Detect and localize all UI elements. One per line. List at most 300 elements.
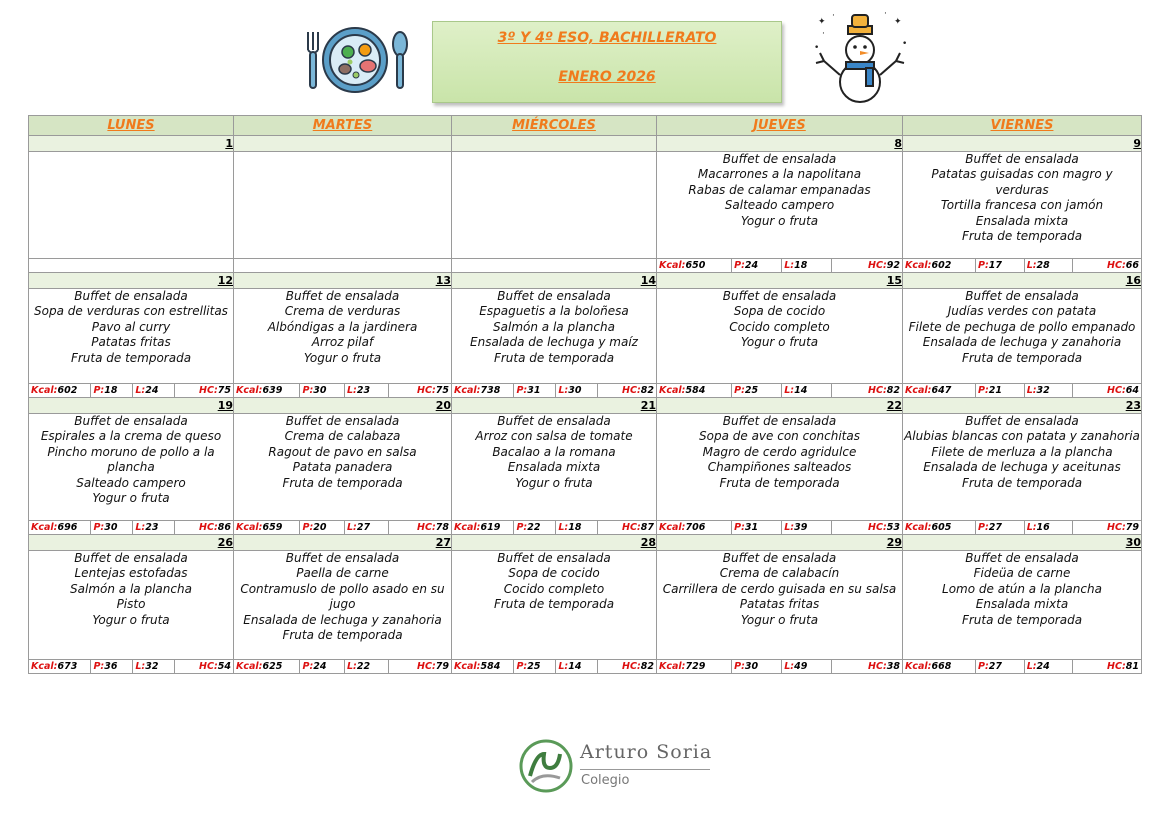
nutrient-value: 92	[886, 259, 900, 271]
menu-dish: Ensalada mixta	[975, 213, 1069, 228]
svg-text:·: ·	[832, 11, 835, 21]
nutrient-label: Kcal:	[454, 521, 481, 533]
nutrient-label: L:	[1026, 660, 1037, 672]
nutrient-p	[91, 660, 133, 673]
nutrient-p	[91, 521, 133, 534]
menu-dish: Sopa de cocido	[508, 566, 600, 581]
menu-dish: Ensalada de lechuga y aceitunas	[923, 460, 1121, 475]
nutrient-p	[975, 384, 1024, 397]
nutrient-hc	[389, 521, 451, 534]
nutrition-row	[29, 521, 1142, 535]
nutrient-value: 584	[685, 384, 706, 396]
nutrient-label: L:	[784, 384, 795, 396]
nutrient-p	[732, 384, 782, 397]
nutrient-p	[732, 521, 782, 534]
menu-dish: Buffet de ensalada	[965, 414, 1079, 428]
menu-dish: Fruta de temporada	[719, 475, 840, 490]
nutrient-label: Kcal:	[454, 384, 481, 396]
nutrient-p	[975, 521, 1024, 534]
nutrient-value: 625	[262, 660, 283, 672]
day-number: 16	[903, 273, 1142, 289]
menu-cell	[29, 152, 234, 259]
nutrient-label: P:	[516, 660, 528, 672]
nutrient-label: P:	[302, 521, 314, 533]
menu-cell	[657, 414, 903, 521]
menu-dish: Paella de carne	[296, 566, 389, 581]
nutrient-label: Kcal:	[905, 384, 932, 396]
menu-cell	[452, 414, 657, 521]
nutrient-label: L:	[558, 384, 569, 396]
nutrition-cell	[234, 521, 452, 535]
nutrient-label: HC:	[622, 660, 641, 672]
nutrition-cell	[452, 660, 657, 674]
nutrient-value: 30	[104, 521, 118, 533]
snowman-icon	[810, 10, 910, 105]
nutrient-label: L:	[135, 384, 146, 396]
nutrition-cell	[29, 259, 234, 273]
nutrient-label: L:	[1026, 259, 1037, 271]
nutrient-label: P:	[977, 521, 989, 533]
svg-text:·: ·	[822, 29, 825, 39]
nutrient-kcal	[657, 384, 732, 397]
plate-cutlery-icon	[300, 22, 410, 94]
nutrient-value: 36	[104, 660, 118, 672]
nutrition-row	[29, 259, 1142, 273]
nutrition-cell	[657, 259, 903, 273]
menu-dish: Fruta de temporada	[282, 628, 403, 643]
nutrient-label: HC:	[417, 384, 436, 396]
nutrient-l	[782, 259, 832, 272]
nutrient-l	[1024, 660, 1073, 673]
menu-dish: Salteado campero	[724, 198, 835, 213]
menu-cell	[29, 289, 234, 384]
nutrient-label: HC:	[868, 660, 887, 672]
nutrient-p	[514, 384, 556, 397]
nutrient-value: 81	[1125, 660, 1139, 672]
nutrition-row	[29, 384, 1142, 398]
menu-dish: Buffet de ensalada	[497, 551, 611, 565]
nutrient-value: 78	[435, 521, 449, 533]
nutrition-cell	[234, 660, 452, 674]
nutrient-label: L:	[784, 521, 795, 533]
day-header-friday: VIERNES	[903, 116, 1142, 136]
day-number: 22	[657, 398, 903, 414]
nutrient-value: 584	[480, 660, 501, 672]
nutrient-p	[514, 521, 556, 534]
nutrition-cell	[452, 521, 657, 535]
nutrient-l	[1024, 259, 1073, 272]
nutrient-label: HC:	[199, 384, 218, 396]
nutrient-value: 27	[988, 521, 1002, 533]
nutrient-l	[782, 384, 832, 397]
nutrient-value: 25	[527, 660, 541, 672]
menu-dish: Arroz pilaf	[311, 335, 374, 350]
nutrient-label: P:	[977, 384, 989, 396]
menu-dish: Buffet de ensalada	[74, 289, 188, 303]
nutrient-value: 696	[57, 521, 78, 533]
menu-dish: Contramuslo de pollo asado en su jugo	[240, 581, 445, 612]
nutrient-label: P:	[516, 384, 528, 396]
nutrient-value: 53	[886, 521, 900, 533]
nutrient-value: 24	[1036, 660, 1050, 672]
nutrient-hc	[598, 521, 656, 534]
day-number: 27	[234, 535, 452, 551]
nutrient-l	[556, 660, 598, 673]
menu-dish: Espaguetis a la boloñesa	[479, 304, 629, 319]
nutrient-value: 31	[744, 521, 759, 533]
svg-text:✦: ✦	[818, 17, 826, 27]
nutrient-value: 82	[640, 660, 654, 672]
day-number: 9	[903, 136, 1142, 152]
nutrient-kcal	[903, 660, 975, 673]
nutrient-l	[344, 384, 389, 397]
day-number: 28	[452, 535, 657, 551]
nutrient-label: HC:	[622, 384, 641, 396]
menu-cell	[657, 289, 903, 384]
menu-cell	[452, 152, 657, 259]
svg-text:✦: ✦	[894, 17, 902, 27]
nutrient-value: 23	[356, 384, 371, 396]
nutrient-value: 64	[1125, 384, 1139, 396]
nutrient-label: HC:	[199, 521, 218, 533]
nutrient-value: 87	[640, 521, 654, 533]
menu-cell	[657, 152, 903, 259]
nutrient-value: 22	[527, 521, 541, 533]
nutrient-hc	[175, 384, 233, 397]
menu-dish: Ensalada mixta	[507, 460, 601, 475]
day-number: 30	[903, 535, 1142, 551]
menu-dish: Buffet de ensalada	[497, 289, 611, 303]
nutrient-p	[732, 660, 782, 673]
nutrient-kcal	[903, 259, 975, 272]
nutrient-label: L:	[135, 521, 146, 533]
nutrient-label: Kcal:	[905, 660, 932, 672]
nutrient-label: HC:	[1107, 384, 1126, 396]
nutrient-kcal	[29, 660, 91, 673]
menu-dish: Fruta de temporada	[961, 229, 1083, 244]
nutrient-value: 21	[988, 384, 1002, 396]
nutrient-l	[344, 660, 389, 673]
nutrient-p	[975, 660, 1024, 673]
menu-dish: Patatas guisadas con magro y verduras	[931, 167, 1113, 197]
nutrient-p	[514, 660, 556, 673]
nutrient-value: 30	[744, 660, 759, 672]
nutrient-hc	[598, 660, 656, 673]
menu-cell	[903, 289, 1142, 384]
nutrient-label: P:	[734, 259, 745, 271]
day-number	[452, 136, 657, 152]
nutrient-p	[300, 384, 345, 397]
nutrient-value: 28	[1036, 259, 1050, 271]
nutrient-kcal	[452, 660, 514, 673]
nutrient-value: 32	[1036, 384, 1050, 396]
menu-dish: Crema de calabacín	[719, 566, 840, 581]
day-header-tuesday: MARTES	[234, 116, 452, 136]
menu-dish: Carrillera de cerdo guisada en su salsa	[662, 581, 897, 596]
menu-dish: Fruta de temporada	[493, 350, 615, 365]
nutrient-value: 14	[568, 660, 582, 672]
menu-dish: Champiñones salteados	[707, 460, 852, 475]
menu-cell	[452, 289, 657, 384]
day-number: 8	[657, 136, 903, 152]
day-number-row	[29, 535, 1142, 551]
nutrient-kcal	[657, 259, 732, 272]
nutrition-cell	[234, 259, 452, 273]
nutrient-value: 79	[435, 660, 449, 672]
nutrient-label: P:	[302, 384, 314, 396]
nutrient-label: P:	[93, 521, 105, 533]
menu-dish: Bacalao a la romana	[492, 444, 616, 459]
day-number: 1	[29, 136, 234, 152]
title-line-2: ENERO 2026	[558, 69, 656, 85]
nutrient-label: L:	[135, 660, 146, 672]
menu-dish: Patata panadera	[292, 460, 393, 475]
nutrient-p	[91, 384, 133, 397]
nutrient-l	[556, 384, 598, 397]
nutrient-l	[556, 521, 598, 534]
nutrient-label: P:	[734, 660, 745, 672]
nutrient-value: 14	[794, 384, 808, 396]
nutrient-label: HC:	[622, 521, 641, 533]
menu-dish: Buffet de ensalada	[722, 289, 837, 303]
nutrient-value: 659	[262, 521, 283, 533]
nutrient-value: 602	[57, 384, 78, 396]
school-logo	[518, 738, 718, 798]
title-line-1: 3º Y 4º ESO, BACHILLERATO	[497, 30, 717, 46]
nutrient-value: 66	[1125, 259, 1139, 271]
logo-divider	[580, 769, 710, 770]
menu-dish: Alubias blancas con patata y zanahoria	[904, 429, 1140, 444]
day-number-row	[29, 136, 1142, 152]
nutrient-label: HC:	[1107, 660, 1126, 672]
nutrient-label: P:	[516, 521, 528, 533]
nutrient-l	[1024, 384, 1073, 397]
nutrient-label: P:	[93, 660, 105, 672]
menu-cell	[903, 551, 1142, 660]
nutrient-hc	[832, 384, 902, 397]
nutrient-value: 27	[356, 521, 371, 533]
nutrient-hc	[832, 259, 902, 272]
menu-dish: Magro de cerdo agridulce	[702, 444, 857, 459]
menu-dish: Pavo al curry	[91, 319, 171, 334]
menu-dish: Fruta de temporada	[961, 612, 1083, 627]
nutrient-value: 22	[356, 660, 371, 672]
nutrition-cell	[234, 384, 452, 398]
nutrient-label: P:	[302, 660, 314, 672]
nutrient-label: HC:	[1107, 521, 1126, 533]
nutrient-hc	[175, 660, 233, 673]
nutrient-value: 30	[313, 384, 327, 396]
nutrient-label: HC:	[868, 259, 887, 271]
nutrition-cell	[903, 259, 1142, 273]
menu-dish: Pincho moruno de pollo a la plancha	[47, 444, 215, 475]
day-header-wednesday: MIÉRCOLES	[452, 116, 657, 136]
nutrient-l	[782, 521, 832, 534]
menu-dish: Yogur o fruta	[515, 475, 593, 490]
nutrient-label: P:	[734, 521, 745, 533]
menu-row	[29, 152, 1142, 259]
nutrient-label: L:	[346, 521, 357, 533]
nutrient-value: 75	[435, 384, 449, 396]
menu-dish: Patatas fritas	[739, 597, 820, 612]
nutrient-value: 16	[1036, 521, 1050, 533]
nutrient-hc	[389, 384, 451, 397]
menu-dish: Patatas fritas	[91, 335, 171, 350]
nutrient-kcal	[29, 521, 91, 534]
nutrient-value: 86	[217, 521, 231, 533]
day-number-row	[29, 273, 1142, 289]
school-logo-icon	[518, 738, 574, 794]
nutrient-label: L:	[784, 660, 795, 672]
menu-dish: Buffet de ensalada	[497, 414, 611, 428]
nutrient-l	[133, 521, 175, 534]
menu-dish: Espirales a la crema de queso	[40, 429, 222, 444]
nutrient-value: 82	[886, 384, 900, 396]
day-number: 12	[29, 273, 234, 289]
menu-dish: Yogur o fruta	[740, 213, 819, 228]
menu-dish: Buffet de ensalada	[285, 414, 400, 428]
menu-cell	[903, 152, 1142, 259]
nutrient-value: 650	[685, 259, 706, 271]
nutrient-value: 706	[685, 521, 706, 533]
day-header-thursday: JUEVES	[657, 116, 903, 136]
nutrition-cell	[452, 384, 657, 398]
day-number: 21	[452, 398, 657, 414]
nutrient-kcal	[234, 521, 300, 534]
menu-dish: Crema de verduras	[284, 304, 401, 319]
menu-dish: Fruta de temporada	[493, 597, 615, 612]
nutrient-p	[975, 259, 1024, 272]
nutrient-p	[300, 660, 345, 673]
nutrient-value: 619	[480, 521, 501, 533]
nutrient-l	[1024, 521, 1073, 534]
nutrition-cell	[29, 521, 234, 535]
nutrient-label: HC:	[417, 660, 436, 672]
nutrient-label: Kcal:	[236, 660, 263, 672]
nutrient-value: 27	[988, 660, 1002, 672]
nutrient-label: HC:	[199, 660, 218, 672]
menu-dish: Buffet de ensalada	[74, 414, 188, 428]
nutrition-cell	[29, 660, 234, 674]
menu-dish: Tortilla francesa con jamón	[940, 198, 1104, 213]
menu-dish: Fruta de temporada	[961, 350, 1083, 365]
menu-row	[29, 289, 1142, 384]
menu-dish: Judías verdes con patata	[947, 304, 1097, 319]
menu-dish: Ensalada de lechuga y zanahoria	[243, 612, 442, 627]
nutrition-cell	[903, 384, 1142, 398]
menu-dish: Salmón a la plancha	[70, 581, 192, 596]
menu-dish: Crema de calabaza	[284, 429, 401, 444]
nutrient-value: 49	[794, 660, 808, 672]
nutrient-p	[732, 259, 782, 272]
svg-text:•: •	[902, 39, 908, 49]
menu-dish: Buffet de ensalada	[722, 152, 837, 166]
nutrient-label: L:	[346, 660, 357, 672]
nutrition-cell	[452, 259, 657, 273]
nutrient-label: HC:	[417, 521, 436, 533]
nutrient-label: L:	[558, 660, 569, 672]
nutrient-value: 79	[1125, 521, 1139, 533]
title-box	[432, 21, 782, 103]
menu-cell	[29, 414, 234, 521]
menu-dish: Yogur o fruta	[92, 612, 170, 627]
day-number: 20	[234, 398, 452, 414]
svg-text:•: •	[814, 43, 820, 53]
menu-dish: Buffet de ensalada	[285, 289, 400, 303]
nutrient-label: Kcal:	[659, 660, 686, 672]
day-header-row	[29, 116, 1142, 136]
menu-dish: Ragout de pavo en salsa	[268, 444, 417, 459]
nutrient-label: P:	[977, 660, 989, 672]
menu-cell	[234, 289, 452, 384]
nutrient-value: 17	[988, 259, 1002, 271]
nutrient-value: 32	[145, 660, 159, 672]
nutrient-label: L:	[784, 259, 795, 271]
menu-dish: Sopa de verduras con estrellitas	[34, 304, 228, 319]
menu-dish: Fruta de temporada	[282, 475, 403, 490]
day-number: 15	[657, 273, 903, 289]
nutrient-label: P:	[977, 259, 989, 271]
day-number-row	[29, 398, 1142, 414]
menu-cell	[234, 152, 452, 259]
menu-dish: Arroz con salsa de tomate	[475, 429, 633, 444]
nutrient-label: L:	[346, 384, 357, 396]
menu-dish: Buffet de ensalada	[965, 152, 1079, 166]
menu-dish: Sopa de cocido	[733, 304, 826, 319]
menu-row	[29, 414, 1142, 521]
nutrition-cell	[29, 384, 234, 398]
nutrient-label: Kcal:	[659, 384, 686, 396]
menu-dish: Ensalada de lechuga y maíz	[470, 335, 638, 350]
nutrient-label: HC:	[1107, 259, 1126, 271]
menu-cell	[452, 551, 657, 660]
menu-dish: Yogur o fruta	[92, 491, 170, 506]
day-header-monday: LUNES	[29, 116, 234, 136]
nutrient-hc	[1073, 660, 1141, 673]
nutrient-label: HC:	[868, 384, 887, 396]
menu-dish: Fruta de temporada	[961, 475, 1083, 490]
nutrient-l	[133, 384, 175, 397]
menu-dish: Buffet de ensalada	[722, 551, 837, 565]
menu-cell	[903, 414, 1142, 521]
menu-dish: Albóndigas a la jardinera	[267, 319, 418, 334]
day-number: 14	[452, 273, 657, 289]
menu-dish: Filete de merluza a la plancha	[931, 444, 1113, 459]
menu-dish: Yogur o fruta	[303, 350, 382, 365]
day-number	[234, 136, 452, 152]
menu-row	[29, 551, 1142, 660]
nutrition-cell	[657, 660, 903, 674]
nutrient-value: 729	[685, 660, 706, 672]
nutrient-value: 54	[217, 660, 231, 672]
nutrient-l	[133, 660, 175, 673]
nutrient-hc	[389, 660, 451, 673]
nutrient-label: P:	[734, 384, 745, 396]
nutrient-value: 38	[886, 660, 900, 672]
nutrient-value: 18	[568, 521, 582, 533]
nutrient-value: 605	[931, 521, 952, 533]
nutrient-kcal	[903, 384, 975, 397]
nutrient-label: L:	[1026, 384, 1037, 396]
menu-cell	[29, 551, 234, 660]
nutrient-p	[300, 521, 345, 534]
menu-dish: Rabas de calamar empanadas	[688, 182, 871, 197]
menu-dish: Buffet de ensalada	[722, 414, 837, 428]
nutrient-kcal	[452, 521, 514, 534]
nutrient-label: HC:	[868, 521, 887, 533]
nutrient-kcal	[29, 384, 91, 397]
nutrient-hc	[1073, 521, 1141, 534]
